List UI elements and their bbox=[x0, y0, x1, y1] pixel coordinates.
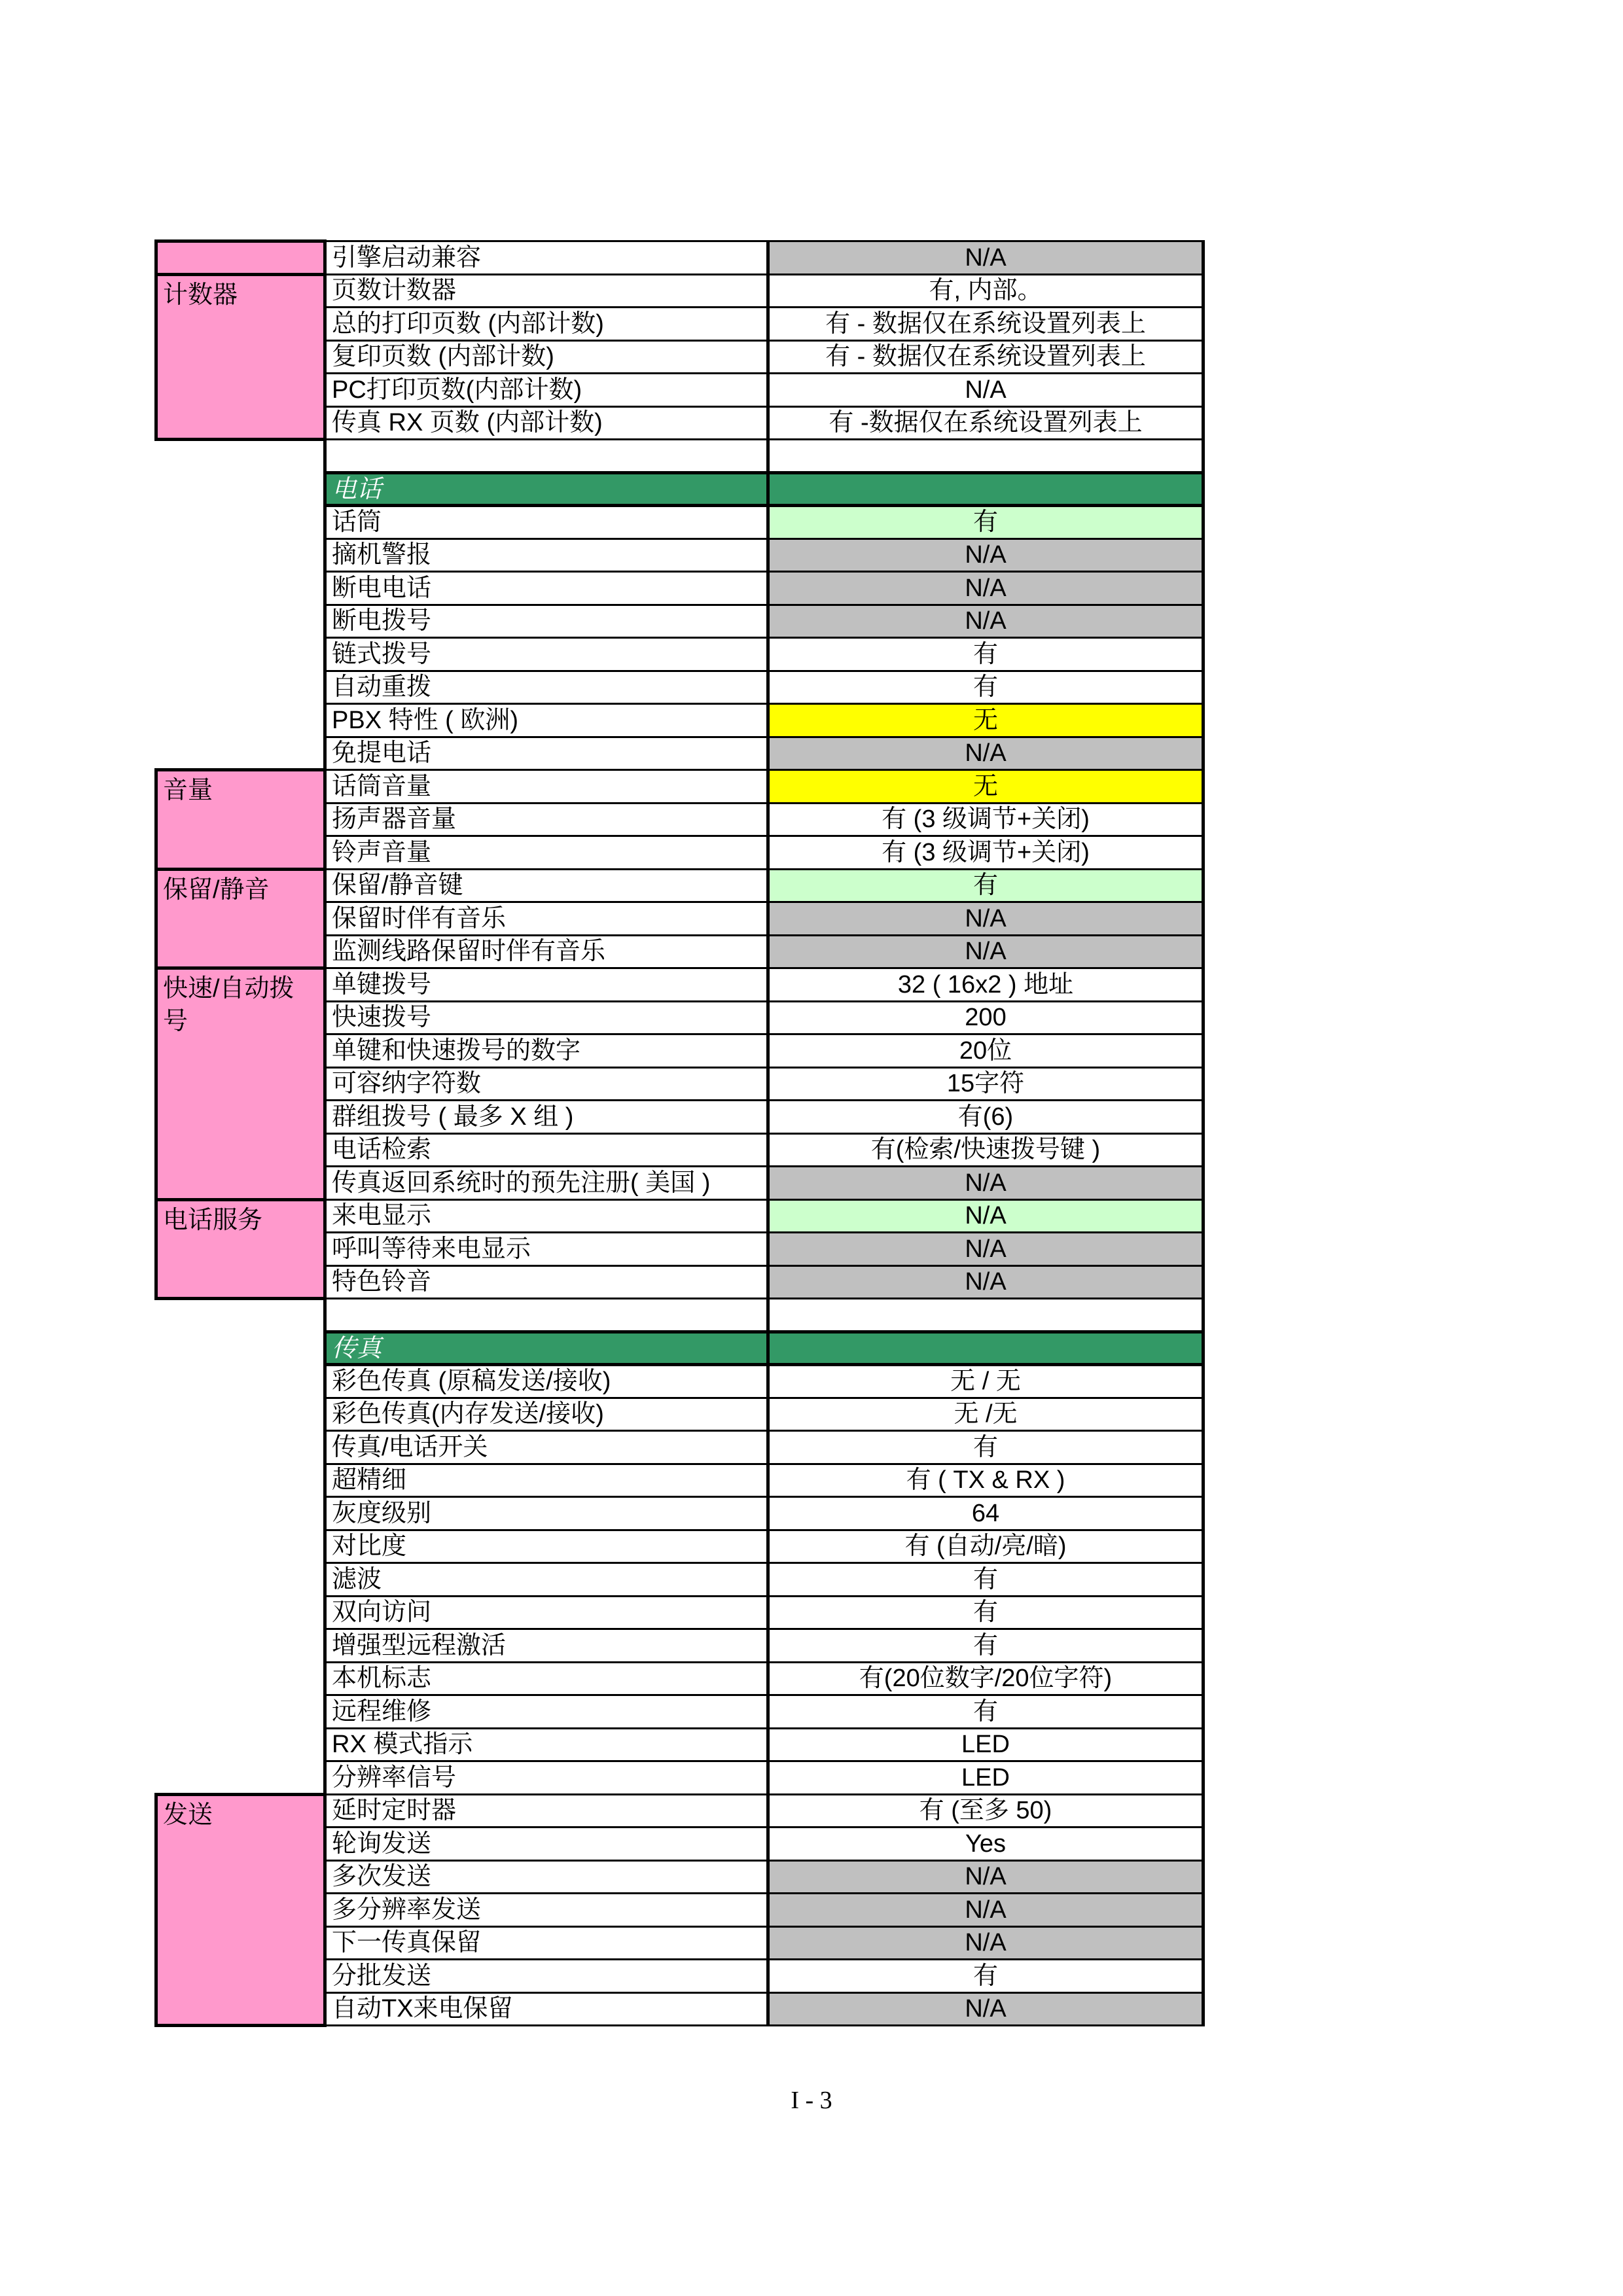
table-row bbox=[156, 605, 1204, 638]
table-row bbox=[156, 1497, 1204, 1530]
feature-cell: 双向访问 bbox=[325, 1596, 768, 1629]
feature-cell: 滤波 bbox=[325, 1563, 768, 1597]
feature-cell: 监测线路保留时伴有音乐 bbox=[325, 935, 768, 968]
category-cell bbox=[156, 803, 325, 836]
category-cell bbox=[156, 539, 325, 572]
category-cell bbox=[156, 638, 325, 671]
table-row bbox=[156, 308, 1204, 341]
value-cell: N/A bbox=[768, 902, 1204, 936]
table-row bbox=[156, 1728, 1204, 1761]
feature-cell: 群组拨号 ( 最多 X 组 ) bbox=[325, 1101, 768, 1134]
value-cell: N/A bbox=[768, 1894, 1204, 1927]
value-cell: N/A bbox=[768, 605, 1204, 638]
category-cell bbox=[156, 737, 325, 770]
value-cell: 有(检索/快速拨号键 ) bbox=[768, 1133, 1204, 1167]
category-cell bbox=[156, 1299, 325, 1332]
value-cell: 无 / 无 bbox=[768, 1365, 1204, 1398]
category-cell bbox=[156, 1332, 325, 1365]
table-row bbox=[156, 1926, 1204, 1960]
category-cell bbox=[156, 440, 325, 473]
feature-cell: 超精细 bbox=[325, 1464, 768, 1497]
feature-cell: 传真 RX 页数 (内部计数) bbox=[325, 406, 768, 440]
category-cell bbox=[156, 1464, 325, 1497]
value-cell: 有 (3 级调节+关闭) bbox=[768, 836, 1204, 870]
table-row bbox=[156, 968, 1204, 1002]
value-cell: 有(20位数字/20位字符) bbox=[768, 1662, 1204, 1695]
section-title: 传真 bbox=[325, 1332, 768, 1365]
feature-cell bbox=[325, 440, 768, 473]
category-cell bbox=[156, 506, 325, 539]
table-row bbox=[156, 737, 1204, 770]
value-cell: 有 bbox=[768, 1695, 1204, 1729]
category-cell bbox=[156, 902, 325, 936]
table-row bbox=[156, 1067, 1204, 1101]
value-cell: 有 (至多 50) bbox=[768, 1794, 1204, 1828]
value-cell: 有(6) bbox=[768, 1101, 1204, 1134]
value-cell: N/A bbox=[768, 1860, 1204, 1894]
value-cell: 无 bbox=[768, 770, 1204, 804]
category-cell bbox=[156, 1233, 325, 1266]
table-row bbox=[156, 671, 1204, 704]
table-row bbox=[156, 770, 1204, 804]
value-cell bbox=[768, 1299, 1204, 1332]
category-cell bbox=[156, 1828, 325, 1861]
table-row bbox=[156, 1695, 1204, 1729]
table-row bbox=[156, 1431, 1204, 1464]
feature-cell: 铃声音量 bbox=[325, 836, 768, 870]
value-cell: N/A bbox=[768, 539, 1204, 572]
value-cell: 32 ( 16x2 ) 地址 bbox=[768, 968, 1204, 1002]
value-cell: 有 bbox=[768, 638, 1204, 671]
category-cell bbox=[156, 1728, 325, 1761]
feature-cell: 呼叫等待来电显示 bbox=[325, 1233, 768, 1266]
category-cell bbox=[156, 340, 325, 374]
category-cell bbox=[156, 1034, 325, 1068]
table-row bbox=[156, 1464, 1204, 1497]
table-row bbox=[156, 935, 1204, 968]
feature-cell: 彩色传真(内存发送/接收) bbox=[325, 1398, 768, 1431]
category-cell bbox=[156, 1926, 325, 1960]
category-cell bbox=[156, 1365, 325, 1398]
table-row bbox=[156, 1265, 1204, 1299]
value-cell: 有 bbox=[768, 1596, 1204, 1629]
feature-cell: 断电电话 bbox=[325, 572, 768, 605]
table-row bbox=[156, 1101, 1204, 1134]
category-cell bbox=[156, 1067, 325, 1101]
category-cell bbox=[156, 1662, 325, 1695]
category-cell bbox=[156, 1894, 325, 1927]
category-cell bbox=[156, 1199, 325, 1233]
feature-cell: 分批发送 bbox=[325, 1960, 768, 1993]
value-cell: N/A bbox=[768, 572, 1204, 605]
table-row bbox=[156, 803, 1204, 836]
value-cell: 有 -数据仅在系统设置列表上 bbox=[768, 406, 1204, 440]
table-row bbox=[156, 1233, 1204, 1266]
table-row bbox=[156, 1596, 1204, 1629]
table-row bbox=[156, 1960, 1204, 1993]
category-cell bbox=[156, 308, 325, 341]
category-cell bbox=[156, 836, 325, 870]
category-cell bbox=[156, 704, 325, 737]
value-cell: 有 bbox=[768, 1563, 1204, 1597]
value-cell bbox=[768, 1332, 1204, 1365]
value-cell: N/A bbox=[768, 737, 1204, 770]
table-row bbox=[156, 1563, 1204, 1597]
value-cell: LED bbox=[768, 1761, 1204, 1795]
feature-cell: 特色铃音 bbox=[325, 1265, 768, 1299]
category-cell bbox=[156, 1860, 325, 1894]
category-cell bbox=[156, 1530, 325, 1563]
feature-cell: 自动重拨 bbox=[325, 671, 768, 704]
section-header-row bbox=[156, 1332, 1204, 1365]
table-row bbox=[156, 572, 1204, 605]
feature-cell: 单键拨号 bbox=[325, 968, 768, 1002]
table-row bbox=[156, 374, 1204, 407]
table-row bbox=[156, 406, 1204, 440]
value-cell: 有 bbox=[768, 671, 1204, 704]
table-row bbox=[156, 506, 1204, 539]
table-row bbox=[156, 274, 1204, 308]
table-row bbox=[156, 340, 1204, 374]
category-cell bbox=[156, 1265, 325, 1299]
category-label: 音量 bbox=[163, 777, 213, 804]
category-cell bbox=[156, 1101, 325, 1134]
value-cell: 有 bbox=[768, 869, 1204, 902]
table-row bbox=[156, 1828, 1204, 1861]
table-row bbox=[156, 539, 1204, 572]
feature-cell: 传真/电话开关 bbox=[325, 1431, 768, 1464]
value-cell: N/A bbox=[768, 1926, 1204, 1960]
category-cell bbox=[156, 869, 325, 902]
value-cell: 无 bbox=[768, 704, 1204, 737]
category-cell bbox=[156, 1497, 325, 1530]
value-cell: 有 bbox=[768, 1960, 1204, 1993]
category-cell bbox=[156, 472, 325, 506]
value-cell: 有 ( TX & RX ) bbox=[768, 1464, 1204, 1497]
category-cell bbox=[156, 671, 325, 704]
category-label: 发送 bbox=[163, 1801, 213, 1829]
table-row bbox=[156, 638, 1204, 671]
feature-cell: 可容纳字符数 bbox=[325, 1067, 768, 1101]
category-cell bbox=[156, 935, 325, 968]
feature-cell: 轮询发送 bbox=[325, 1828, 768, 1861]
feature-cell: 话筒音量 bbox=[325, 770, 768, 804]
feature-cell: 多次发送 bbox=[325, 1860, 768, 1894]
value-cell: N/A bbox=[768, 241, 1204, 275]
value-cell: 20位 bbox=[768, 1034, 1204, 1068]
feature-cell: 保留时伴有音乐 bbox=[325, 902, 768, 936]
value-cell: 有 (3 级调节+关闭) bbox=[768, 803, 1204, 836]
page-number: I - 3 bbox=[791, 2087, 832, 2114]
table-row bbox=[156, 704, 1204, 737]
table-row bbox=[156, 1034, 1204, 1068]
value-cell: 无 /无 bbox=[768, 1398, 1204, 1431]
value-cell: N/A bbox=[768, 935, 1204, 968]
value-cell: N/A bbox=[768, 1265, 1204, 1299]
feature-cell: 免提电话 bbox=[325, 737, 768, 770]
category-cell bbox=[156, 374, 325, 407]
feature-cell: 多分辨率发送 bbox=[325, 1894, 768, 1927]
feature-cell: 彩色传真 (原稿发送/接收) bbox=[325, 1365, 768, 1398]
feature-cell: 灰度级别 bbox=[325, 1497, 768, 1530]
feature-cell: 下一传真保留 bbox=[325, 1926, 768, 1960]
blank-row bbox=[156, 440, 1204, 473]
category-cell bbox=[156, 1563, 325, 1597]
value-cell: 有 (自动/亮/暗) bbox=[768, 1530, 1204, 1563]
table-row bbox=[156, 1894, 1204, 1927]
feature-cell: 延时定时器 bbox=[325, 1794, 768, 1828]
category-cell bbox=[156, 241, 325, 275]
section-header-row bbox=[156, 472, 1204, 506]
category-label: 保留/静音 bbox=[163, 875, 270, 904]
table-row bbox=[156, 1199, 1204, 1233]
value-cell: N/A bbox=[768, 1992, 1204, 2026]
table-row bbox=[156, 1133, 1204, 1167]
category-cell bbox=[156, 968, 325, 1035]
category-cell bbox=[156, 1133, 325, 1167]
feature-cell: 保留/静音键 bbox=[325, 869, 768, 902]
category-cell bbox=[156, 1992, 325, 2026]
category-cell bbox=[156, 1596, 325, 1629]
section-title: 电话 bbox=[325, 472, 768, 506]
feature-cell: 总的打印页数 (内部计数) bbox=[325, 308, 768, 341]
table-row bbox=[156, 1530, 1204, 1563]
value-cell: 有, 内部。 bbox=[768, 274, 1204, 308]
value-cell bbox=[768, 472, 1204, 506]
category-cell bbox=[156, 1398, 325, 1431]
table-row bbox=[156, 1860, 1204, 1894]
table-row bbox=[156, 241, 1204, 275]
category-cell bbox=[156, 1794, 325, 1828]
category-cell bbox=[156, 1960, 325, 1993]
blank-row bbox=[156, 1299, 1204, 1332]
value-cell: LED bbox=[768, 1728, 1204, 1761]
table-row bbox=[156, 869, 1204, 902]
category-cell bbox=[156, 274, 325, 308]
category-label: 计数器 bbox=[163, 281, 238, 309]
feature-cell: 断电拨号 bbox=[325, 605, 768, 638]
value-cell: 有 - 数据仅在系统设置列表上 bbox=[768, 308, 1204, 341]
category-cell bbox=[156, 1629, 325, 1663]
value-cell: Yes bbox=[768, 1828, 1204, 1861]
feature-cell: 复印页数 (内部计数) bbox=[325, 340, 768, 374]
table-row bbox=[156, 836, 1204, 870]
feature-cell: 对比度 bbox=[325, 1530, 768, 1563]
feature-cell: PBX 特性 ( 欧洲) bbox=[325, 704, 768, 737]
feature-cell: 摘机警报 bbox=[325, 539, 768, 572]
feature-cell: 引擎启动兼容 bbox=[325, 241, 768, 275]
category-cell bbox=[156, 770, 325, 804]
table-row bbox=[156, 1629, 1204, 1663]
category-label: 电话服务 bbox=[163, 1206, 263, 1234]
feature-cell: 自动TX来电保留 bbox=[325, 1992, 768, 2026]
feature-cell: RX 模式指示 bbox=[325, 1728, 768, 1761]
feature-cell: 远程维修 bbox=[325, 1695, 768, 1729]
feature-cell: 快速拨号 bbox=[325, 1001, 768, 1034]
value-cell: N/A bbox=[768, 1199, 1204, 1233]
category-cell bbox=[156, 406, 325, 440]
value-cell: N/A bbox=[768, 374, 1204, 407]
category-cell bbox=[156, 1761, 325, 1795]
value-cell: 有 bbox=[768, 1629, 1204, 1663]
value-cell bbox=[768, 440, 1204, 473]
table-row bbox=[156, 1662, 1204, 1695]
category-cell bbox=[156, 572, 325, 605]
category-cell bbox=[156, 1695, 325, 1729]
table-row bbox=[156, 902, 1204, 936]
table-row bbox=[156, 1761, 1204, 1795]
feature-cell bbox=[325, 1299, 768, 1332]
feature-cell: 传真返回系统时的预先注册( 美国 ) bbox=[325, 1167, 768, 1200]
feature-cell: 页数计数器 bbox=[325, 274, 768, 308]
feature-cell: 单键和快速拨号的数字 bbox=[325, 1034, 768, 1068]
value-cell: 有 - 数据仅在系统设置列表上 bbox=[768, 340, 1204, 374]
table-row bbox=[156, 1794, 1204, 1828]
value-cell: 有 bbox=[768, 506, 1204, 539]
value-cell: 200 bbox=[768, 1001, 1204, 1034]
spec-table bbox=[154, 239, 1205, 2027]
table-row bbox=[156, 1365, 1204, 1398]
value-cell: N/A bbox=[768, 1167, 1204, 1200]
feature-cell: 话筒 bbox=[325, 506, 768, 539]
category-cell bbox=[156, 605, 325, 638]
feature-cell: 电话检索 bbox=[325, 1133, 768, 1167]
category-cell bbox=[156, 1167, 325, 1200]
feature-cell: 链式拨号 bbox=[325, 638, 768, 671]
table-row bbox=[156, 1167, 1204, 1200]
feature-cell: 来电显示 bbox=[325, 1199, 768, 1233]
value-cell: 64 bbox=[768, 1497, 1204, 1530]
category-label: 快速/自动拨号 bbox=[163, 975, 294, 1035]
value-cell: N/A bbox=[768, 1233, 1204, 1266]
feature-cell: PC打印页数(内部计数) bbox=[325, 374, 768, 407]
table-row bbox=[156, 1398, 1204, 1431]
feature-cell: 增强型远程激活 bbox=[325, 1629, 768, 1663]
feature-cell: 分辨率信号 bbox=[325, 1761, 768, 1795]
value-cell: 有 bbox=[768, 1431, 1204, 1464]
feature-cell: 扬声器音量 bbox=[325, 803, 768, 836]
value-cell: 15字符 bbox=[768, 1067, 1204, 1101]
table-row bbox=[156, 1992, 1204, 2026]
category-cell bbox=[156, 1431, 325, 1464]
feature-cell: 本机标志 bbox=[325, 1662, 768, 1695]
